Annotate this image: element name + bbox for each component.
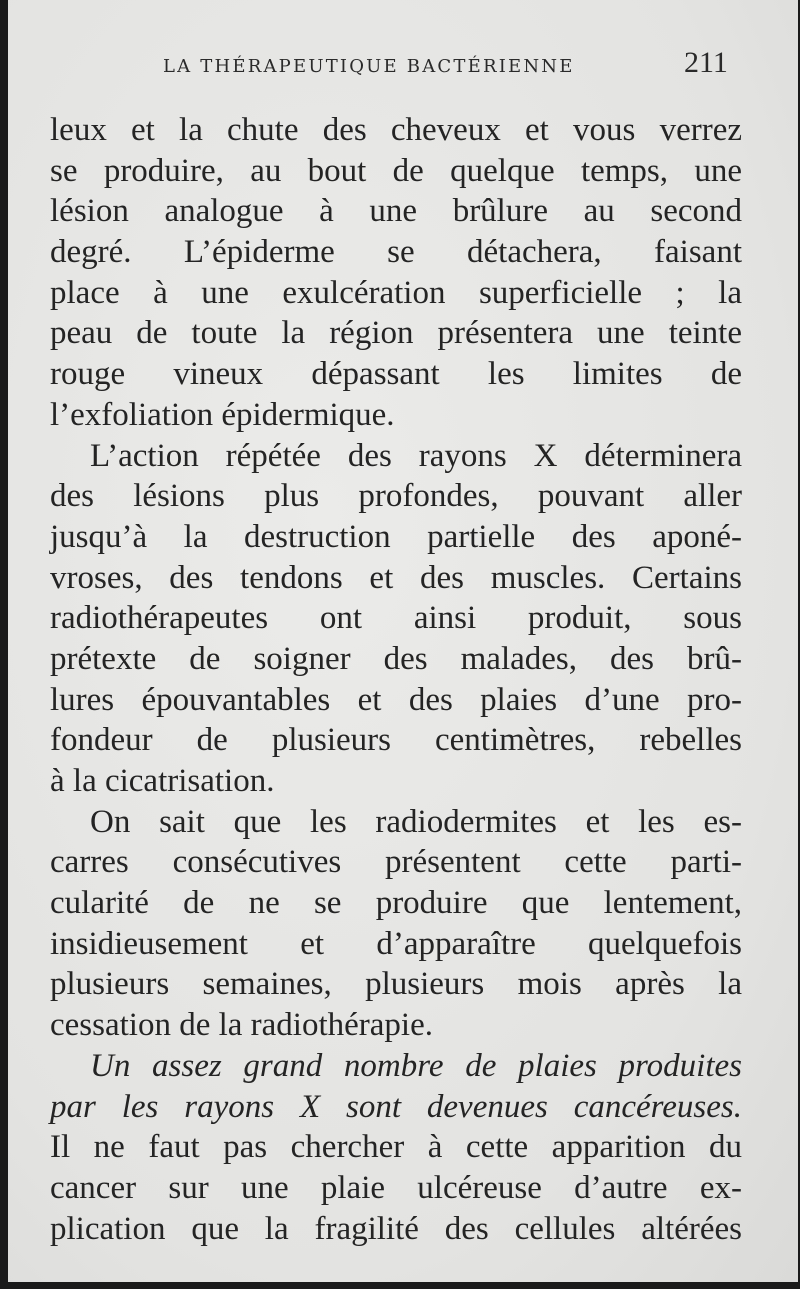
text-line: insidieusement et d’apparaître quelquefois	[50, 925, 742, 962]
text-line: jusqu’à la destruction partielle des aponé-	[50, 518, 742, 555]
text-line: Il ne faut pas chercher à cette apparition du	[50, 1129, 742, 1166]
text-line: place à une exulcération superficielle ; la	[50, 274, 742, 311]
text-line: cancer sur une plaie ulcéreuse d’autre ex-	[50, 1169, 742, 1206]
text-line: cessation de la radiothérapie.	[50, 1007, 433, 1044]
text-line: se produire, au bout de quelque temps, une	[50, 152, 742, 189]
text-line: l’exfoliation épidermique.	[50, 396, 395, 433]
book-page	[8, 0, 798, 1282]
text-line: des lésions plus profondes, pouvant aller	[50, 478, 742, 515]
body-text	[50, 110, 742, 1249]
text-line: carres consécutives présentent cette parti-	[50, 844, 742, 881]
text-line: vroses, des tendons et des muscles. Certains	[50, 559, 742, 596]
text-line: lures épouvantables et des plaies d’une pro-	[50, 681, 742, 718]
italic-text-line: Un assez grand nombre de plaies produites	[90, 1047, 742, 1084]
text-line: degré. L’épiderme se détachera, faisant	[50, 234, 742, 271]
page-header	[8, 46, 798, 86]
page-number: 211	[684, 46, 728, 79]
text-line: prétexte de soigner des malades, des brû-	[50, 640, 742, 677]
running-title: LA THÉRAPEUTIQUE BACTÉRIENNE	[163, 56, 575, 77]
text-line: radiothérapeutes ont ainsi produit, sous	[50, 600, 742, 637]
text-line: leux et la chute des cheveux et vous verrez	[50, 112, 742, 148]
text-line: rouge vineux dépassant les limites de	[50, 356, 742, 393]
text-line: à la cicatrisation.	[50, 763, 275, 799]
paragraph-first-line: L’action répétée des rayons X déterminera	[90, 437, 742, 474]
text-line: peau de toute la région présentera une teinte	[50, 315, 742, 352]
text-line: plusieurs semaines, plusieurs mois après la	[50, 966, 742, 1003]
text-line: lésion analogue à une brûlure au second	[50, 193, 742, 230]
text-line: cularité de ne se produire que lentement,	[50, 885, 742, 922]
paragraph-first-line: On sait que les radiodermites et les es-	[90, 803, 742, 840]
text-line: plication que la fragilité des cellules altérées	[50, 1210, 742, 1247]
text-line: fondeur de plusieurs centimètres, rebelles	[50, 722, 742, 759]
italic-text-line: par les rayons X sont devenues cancéreuses.	[50, 1088, 742, 1125]
